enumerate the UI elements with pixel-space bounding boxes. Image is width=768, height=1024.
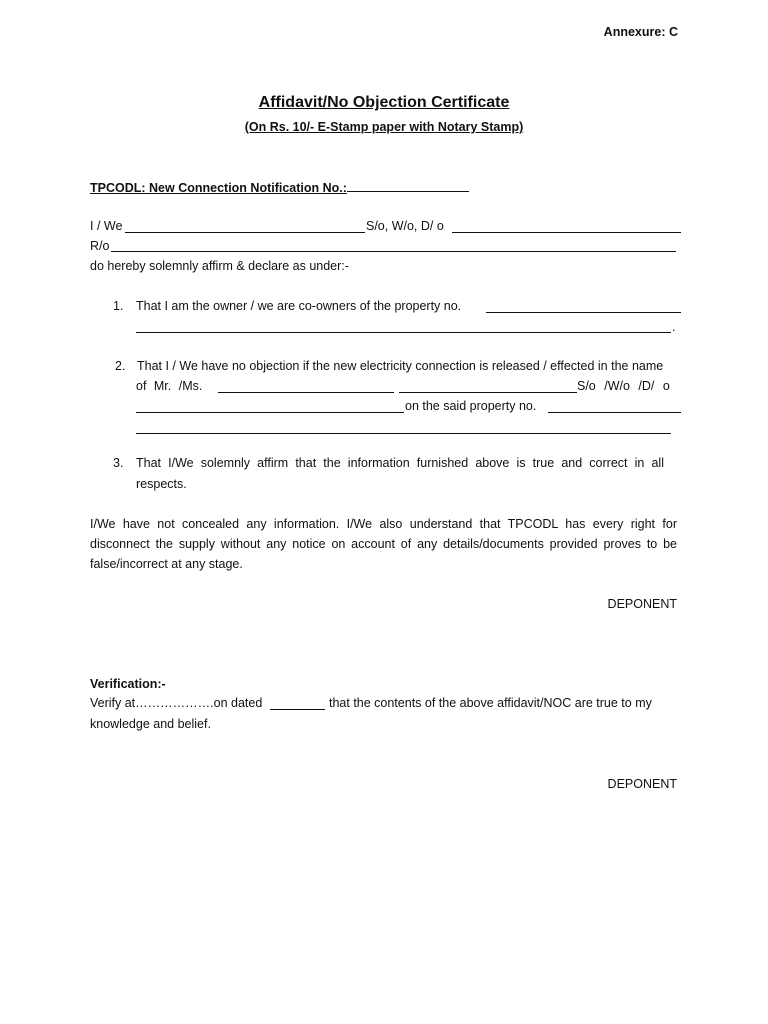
name-blank — [125, 232, 365, 233]
item-2-number: 2. — [115, 359, 126, 373]
iwe-label: I / We — [90, 219, 123, 233]
property-no-blank-2 — [136, 332, 671, 333]
verification-heading: Verification:- — [90, 677, 166, 691]
relation-label: S/o, W/o, D/ o — [366, 219, 444, 233]
deponent-1: DEPONENT — [607, 597, 677, 611]
verification-text-c: knowledge and belief. — [90, 717, 211, 731]
deponent-2: DEPONENT — [607, 777, 677, 791]
notification-blank — [347, 179, 469, 192]
item-1-end: . — [672, 320, 676, 334]
name-blank-b — [399, 392, 577, 393]
document-title: Affidavit/No Objection Certificate — [258, 94, 510, 111]
property-blank — [548, 412, 681, 413]
item-3-text: That I/We solemnly affirm that the information furnished above is true and correct in all — [136, 456, 664, 470]
address-blank — [111, 251, 676, 252]
notification-label: TPCODL: New Connection Notification No.: — [90, 181, 347, 195]
verification-text-a: Verify at……………….on dated — [90, 696, 263, 710]
relation-blank — [452, 232, 681, 233]
statement-paragraph: I/We have not concealed any information. I/We also understand that TPCODL has every right for disconnect the supply without any notice on account of any details/documents provided proves to be false/incorrect at any stage. — [90, 517, 677, 571]
annexure-label: Annexure: C — [603, 25, 678, 39]
item-2-property: on the said property no. — [405, 399, 537, 413]
date-blank — [270, 709, 325, 710]
name-blank-a — [218, 392, 394, 393]
item-3-number: 3. — [113, 456, 124, 470]
document-subtitle: (On Rs. 10/- E-Stamp paper with Notary Stamp) — [244, 120, 524, 134]
item-3-text-2: respects. — [136, 477, 187, 491]
verification-text-b: that the contents of the above affidavit/NOC are true to my — [329, 696, 652, 710]
notification-line — [90, 179, 469, 195]
property-blank-2 — [136, 433, 671, 434]
ro-label: R/o — [90, 239, 110, 253]
item-1-text: That I am the owner / we are co-owners of the property no. — [136, 299, 462, 313]
relation-name-blank — [136, 412, 404, 413]
item-2-of: of Mr. /Ms. — [136, 379, 203, 393]
item-2-relation: S/o /W/o /D/ o — [577, 379, 670, 393]
affirm-line: do hereby solemnly affirm & declare as under:- — [90, 259, 349, 273]
property-no-blank — [486, 312, 681, 313]
item-2-text: That I / We have no objection if the new electricity connection is released / effected in the name — [137, 359, 664, 373]
item-1-number: 1. — [113, 299, 124, 313]
